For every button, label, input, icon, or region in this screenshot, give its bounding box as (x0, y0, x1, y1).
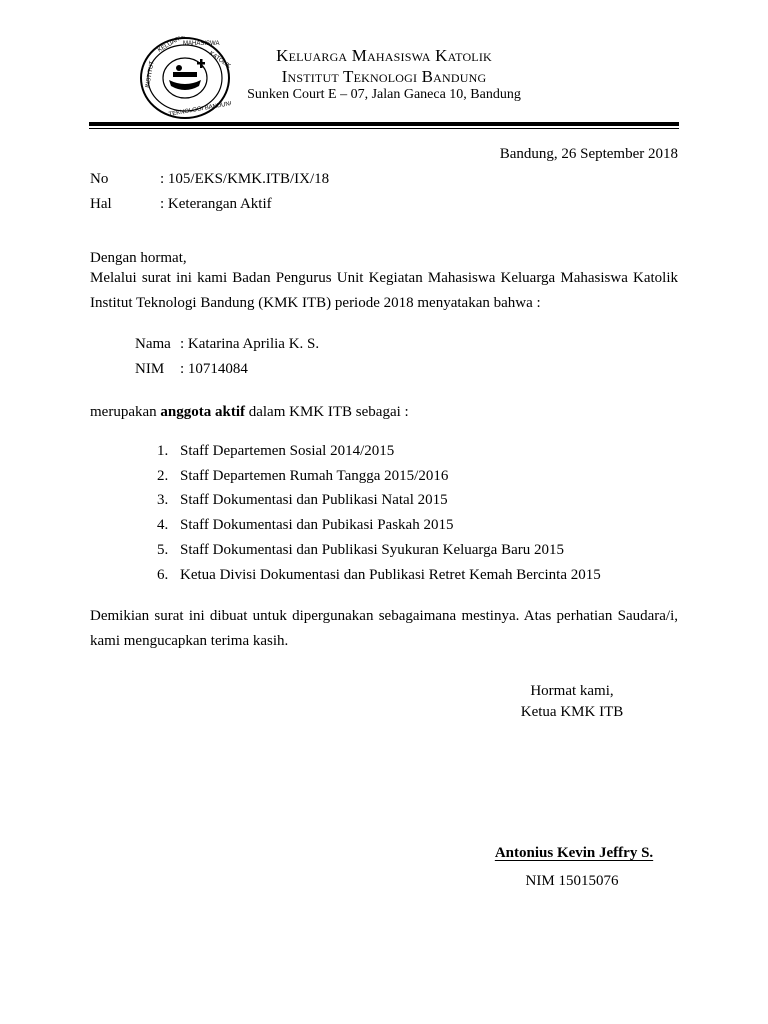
signer-nim: NIM 15015076 (525, 873, 619, 889)
header-divider-thick (89, 122, 679, 126)
closing-paragraph: Demikian surat ini dibuat untuk dipergunakan sebagaimana mestinya. Atas perhatian Saudara/i, kami mengucapkan terima kasih. (90, 608, 678, 649)
number-label: No (90, 171, 109, 187)
list-item: 5. Staff Dokumentasi dan Publikasi Syukuran Keluarga Baru 2015 (157, 542, 564, 558)
nim-value: : 10714084 (180, 361, 248, 377)
number-value: : 105/EKS/KMK.ITB/IX/18 (160, 171, 330, 187)
letter-date: Bandung, 26 September 2018 (499, 146, 678, 162)
list-item: 4. Staff Dokumentasi dan Pubikasi Paskah 2015 (157, 517, 454, 533)
signature-salutation: Hormat kami, (530, 683, 614, 699)
svg-text:TEKNOLOGI BANDUNG: TEKNOLOGI BANDUNG (168, 100, 231, 118)
header-divider-thin (89, 128, 679, 129)
signature-position: Ketua KMK ITB (520, 704, 624, 720)
org-address: Sunken Court E – 07, Jalan Ganeca 10, Bandung (247, 87, 521, 102)
institution-name: Institut Teknologi Bandung (281, 67, 487, 86)
membership-status: anggota aktif (160, 404, 245, 420)
org-name: Keluarga Mahasiswa Katolik (276, 46, 492, 65)
greeting: Dengan hormat, (90, 250, 187, 266)
svg-text:INSTITUT: INSTITUT (145, 60, 156, 89)
membership-statement: merupakan anggota aktif dalam KMK ITB sebagai : (90, 404, 409, 420)
intro-paragraph: Melalui surat ini kami Badan Pengurus Unit Kegiatan Mahasiswa Keluarga Mahasiswa Katolik Institut Teknologi Bandung (KMK ITB) periode 2018 menyatakan bahwa : (90, 270, 678, 311)
signer-name: Antonius Kevin Jeffry S. (494, 845, 654, 861)
name-label: Nama (135, 336, 171, 352)
list-item: 1. Staff Departemen Sosial 2014/2015 (157, 443, 395, 459)
list-item: 3. Staff Dokumentasi dan Publikasi Natal 2015 (157, 492, 448, 508)
subject-label: Hal (90, 196, 112, 212)
list-item: 2. Staff Departemen Rumah Tangga 2015/2016 (157, 468, 449, 484)
svg-text:MAHASISWA: MAHASISWA (183, 41, 220, 47)
list-item: 6. Ketua Divisi Dokumentasi dan Publikasi Retret Kemah Bercinta 2015 (157, 567, 601, 583)
name-value: : Katarina Aprilia K. S. (180, 336, 320, 352)
svg-text:KATOLIK: KATOLIK (207, 50, 231, 70)
subject-value: : Keterangan Aktif (160, 196, 272, 212)
svg-text:KELUARGA: KELUARGA (157, 36, 189, 54)
nim-label: NIM (135, 361, 165, 377)
